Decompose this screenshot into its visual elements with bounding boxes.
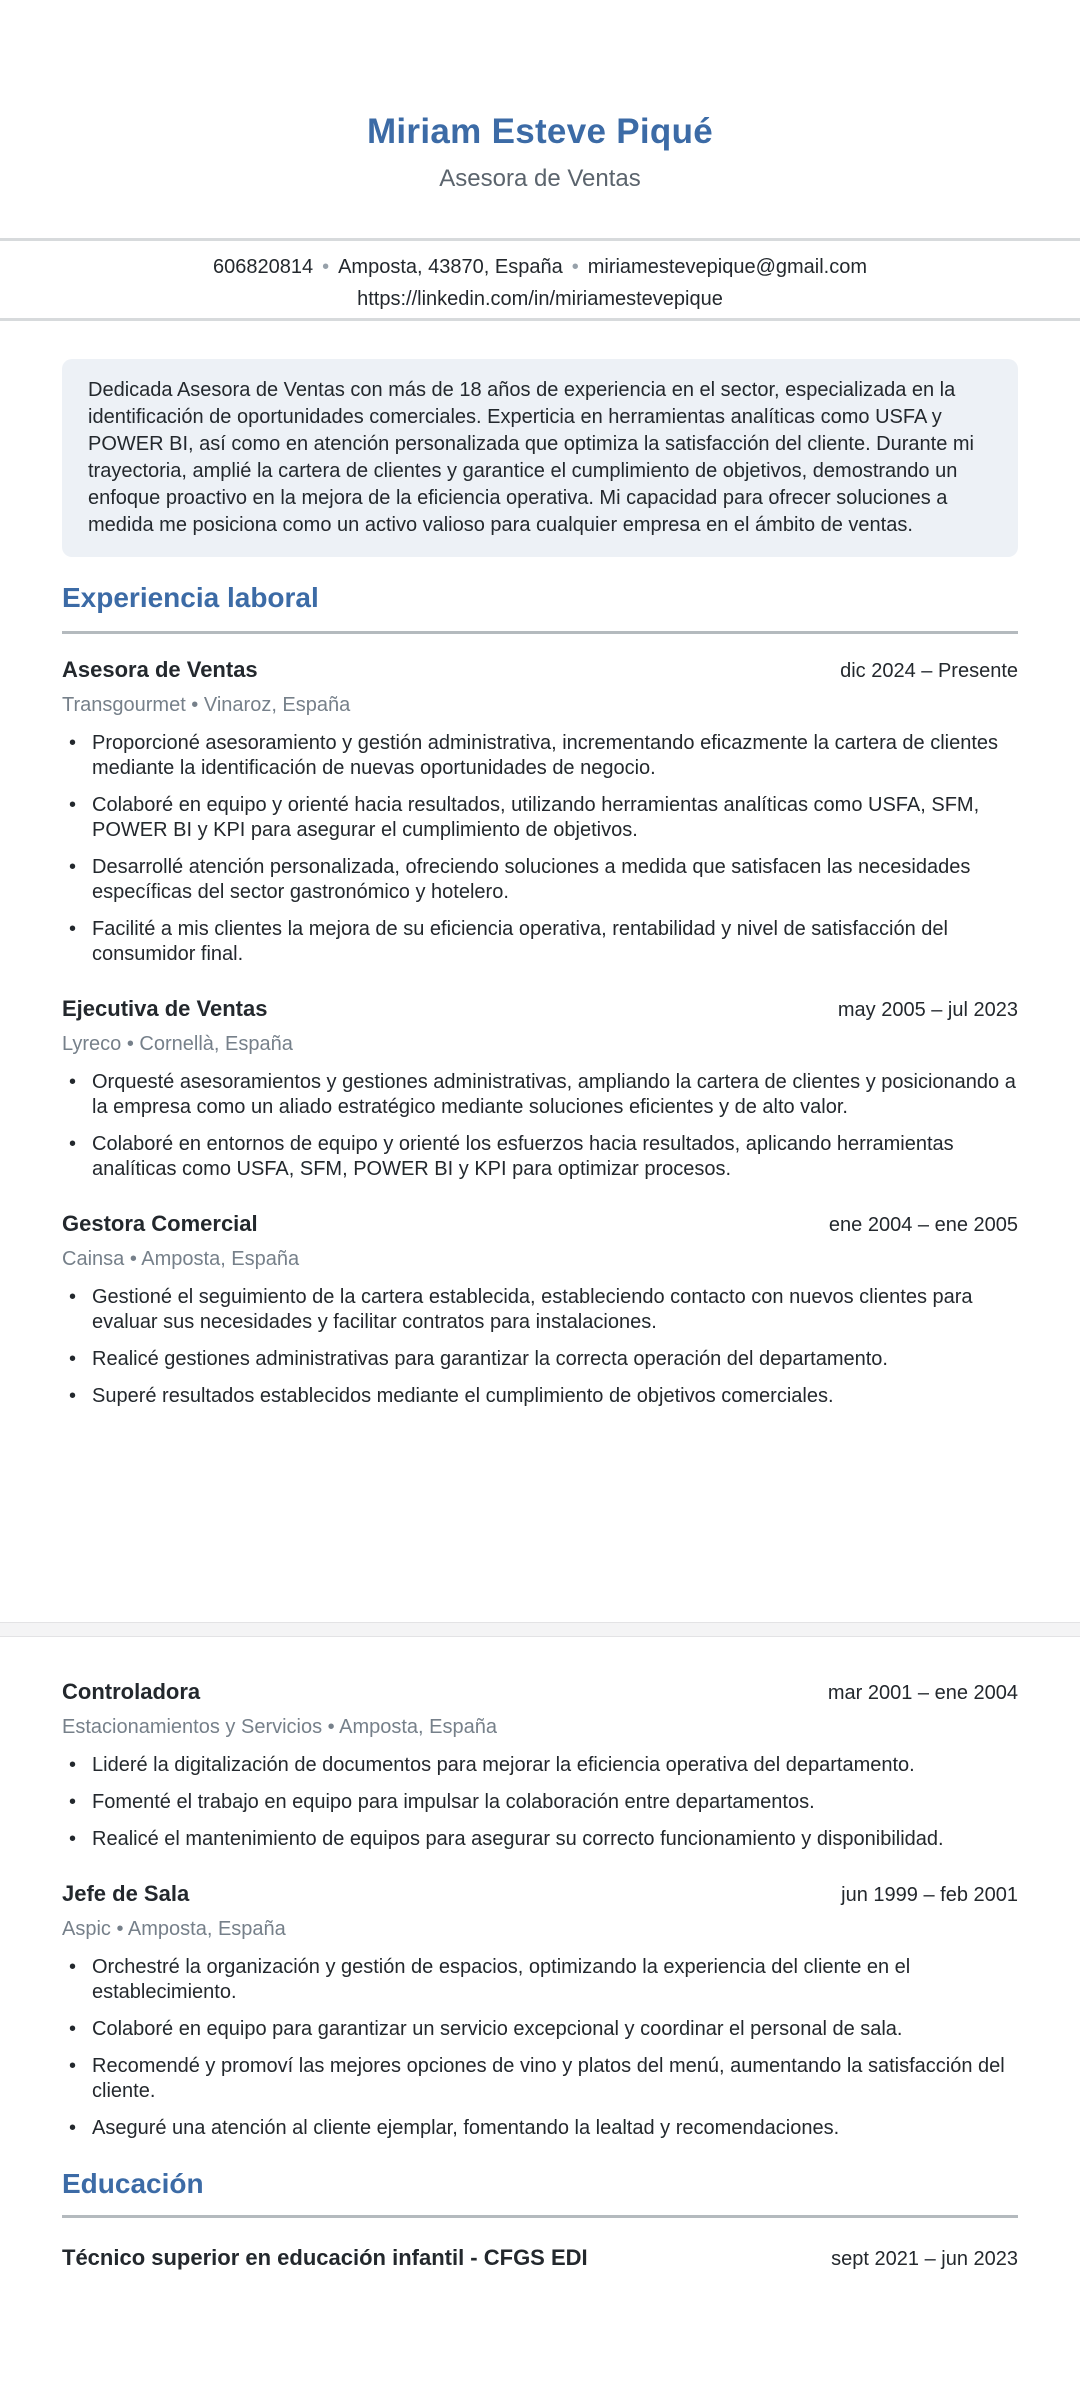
job-title: Controladora: [62, 1679, 201, 1704]
job-bullet-list: [62, 1070, 1018, 1182]
bullet-item: • Aseguré una atención al cliente ejemplar, fomentando la lealtad y recomendaciones.: [62, 2116, 1018, 2141]
job-title: Asesora de Ventas: [62, 657, 258, 682]
section-heading-education: Educación: [62, 2168, 204, 2199]
header-name: Miriam Esteve Piqué: [366, 112, 714, 151]
summary-card: [62, 359, 1018, 557]
bullet-item: • Lideré la digitalización de documentos para mejorar la eficiencia operativa del departamento.: [62, 1753, 1018, 1778]
job-title: Jefe de Sala: [62, 1881, 190, 1906]
education-dates: sept 2021 – jun 2023: [831, 2248, 1018, 2270]
bullet-item: • Realicé el mantenimiento de equipos para asegurar su correcto funcionamiento y disponibilidad.: [62, 1827, 1018, 1852]
job-bullet-list: [62, 1285, 1018, 1409]
section-heading-experience: Experiencia laboral: [62, 582, 319, 613]
job-dates: may 2005 – jul 2023: [837, 999, 1018, 1021]
job-company-location: Estacionamientos y Servicios • Amposta, España: [62, 1716, 497, 1738]
job-bullet-list: [62, 1753, 1018, 1852]
contact-email[interactable]: miriamestevepique@gmail.com: [587, 256, 868, 278]
job-entry: [62, 1210, 1018, 1409]
bullet-item: • Facilité a mis clientes la mejora de su eficiencia operativa, rentabilidad y nivel de satisfacción del consumidor final.: [62, 917, 1018, 967]
job-header-row: [62, 1678, 1018, 1707]
job-entry: [62, 995, 1018, 1182]
page2-content: [0, 1678, 1080, 2273]
contact-block: [0, 241, 1080, 315]
job-header-row: [62, 656, 1018, 685]
page-break-band: [0, 1622, 1080, 1637]
job-dates: dic 2024 – Presente: [840, 660, 1018, 682]
education-title: Técnico superior en educación infantil - CFGS EDI: [62, 2245, 588, 2270]
education-section-divider: [62, 2215, 1018, 2218]
contact-separator-icon: •: [571, 256, 579, 278]
header-divider-bottom: [0, 318, 1080, 321]
bullet-item: • Superé resultados establecidos mediante el cumplimiento de objetivos comerciales.: [62, 1384, 1018, 1409]
contact-phone: 606820814: [212, 256, 314, 278]
bullet-item: • Gestioné el seguimiento de la cartera establecida, estableciendo contacto con nuevos clientes para evaluar sus necesidades y facilitar contratos para instalaciones.: [62, 1285, 1018, 1335]
job-entry: [62, 656, 1018, 967]
bullet-item: • Colaboré en entornos de equipo y orienté los esfuerzos hacia resultados, aplicando herramientas analíticas como USFA, SFM, POWER BI y KPI para optimizar procesos.: [62, 1132, 1018, 1182]
contact-linkedin-link[interactable]: https://linkedin.com/in/miriamestevepique: [357, 288, 723, 310]
bullet-item: • Recomendé y promoví las mejores opciones de vino y platos del menú, aumentando la satisfacción del cliente.: [62, 2054, 1018, 2104]
summary-text: Dedicada Asesora de Ventas con más de 18 años de experiencia en el sector, especializada en la identificación de oportunidades comerciales. Experticia en herramientas analíticas como USFA y POWER BI, así como en atención personalizada que optimiza la satisfacción del cliente. Durante mi trayectoria, amplié la cartera de clientes y garantice el cumplimiento de objetivos, demostrando un enfoque proactivo en la mejora de la eficiencia operativa. Mi capacidad para ofrecer soluciones a medida me posiciona como un activo valioso para cualquier empresa en el ámbito de ventas.: [88, 379, 974, 536]
bullet-item: • Orquesté asesoramientos y gestiones administrativas, ampliando la cartera de clientes y posicionando a la empresa como un aliado estratégico mediante soluciones eficientes y de alto valor.: [62, 1070, 1018, 1120]
header-role: Asesora de Ventas: [439, 165, 641, 192]
job-header-row: [62, 1880, 1018, 1909]
job-bullet-list: [62, 1955, 1018, 2141]
education-entry: [62, 2244, 1018, 2273]
job-company-location: Cainsa • Amposta, España: [62, 1248, 300, 1270]
bullet-item: • Colaboré en equipo y orienté hacia resultados, utilizando herramientas analíticas como USFA, SFM, POWER BI y KPI para asegurar el cumplimiento de objetivos.: [62, 793, 1018, 843]
job-dates: ene 2004 – ene 2005: [828, 1214, 1018, 1236]
job-company-location: Transgourmet • Vinaroz, España: [62, 694, 351, 716]
job-header-row: [62, 1210, 1018, 1239]
job-company-location: Aspic • Amposta, España: [62, 1918, 286, 1940]
bullet-item: • Desarrollé atención personalizada, ofreciendo soluciones a medida que satisfacen las necesidades específicas del sector gastronómico y hotelero.: [62, 855, 1018, 905]
contact-separator-icon: •: [322, 256, 330, 278]
job-header-row: [62, 995, 1018, 1024]
bullet-item: • Realicé gestiones administrativas para garantizar la correcta operación del departamento.: [62, 1347, 1018, 1372]
job-dates: jun 1999 – feb 2001: [841, 1884, 1018, 1906]
job-title: Ejecutiva de Ventas: [62, 996, 268, 1021]
page1-content: [0, 359, 1080, 1409]
job-title: Gestora Comercial: [62, 1211, 258, 1236]
bullet-item: • Fomenté el trabajo en equipo para impulsar la colaboración entre departamentos.: [62, 1790, 1018, 1815]
job-entry: [62, 1678, 1018, 1852]
job-entry: [62, 1880, 1018, 2141]
bullet-item: • Proporcioné asesoramiento y gestión administrativa, incrementando eficazmente la cartera de clientes mediante la identificación de nuevas oportunidades de negocio.: [62, 731, 1018, 781]
experience-section-divider: [62, 631, 1018, 634]
job-bullet-list: [62, 731, 1018, 967]
bullet-item: • Colaboré en equipo para garantizar un servicio excepcional y coordinar el personal de sala.: [62, 2017, 1018, 2042]
contact-location: Amposta, 43870, España: [338, 256, 563, 278]
job-company-location: Lyreco • Cornellà, España: [62, 1033, 293, 1055]
bullet-item: • Orchestré la organización y gestión de espacios, optimizando la experiencia del cliente en el establecimiento.: [62, 1955, 1018, 2005]
job-dates: mar 2001 – ene 2004: [827, 1682, 1018, 1704]
